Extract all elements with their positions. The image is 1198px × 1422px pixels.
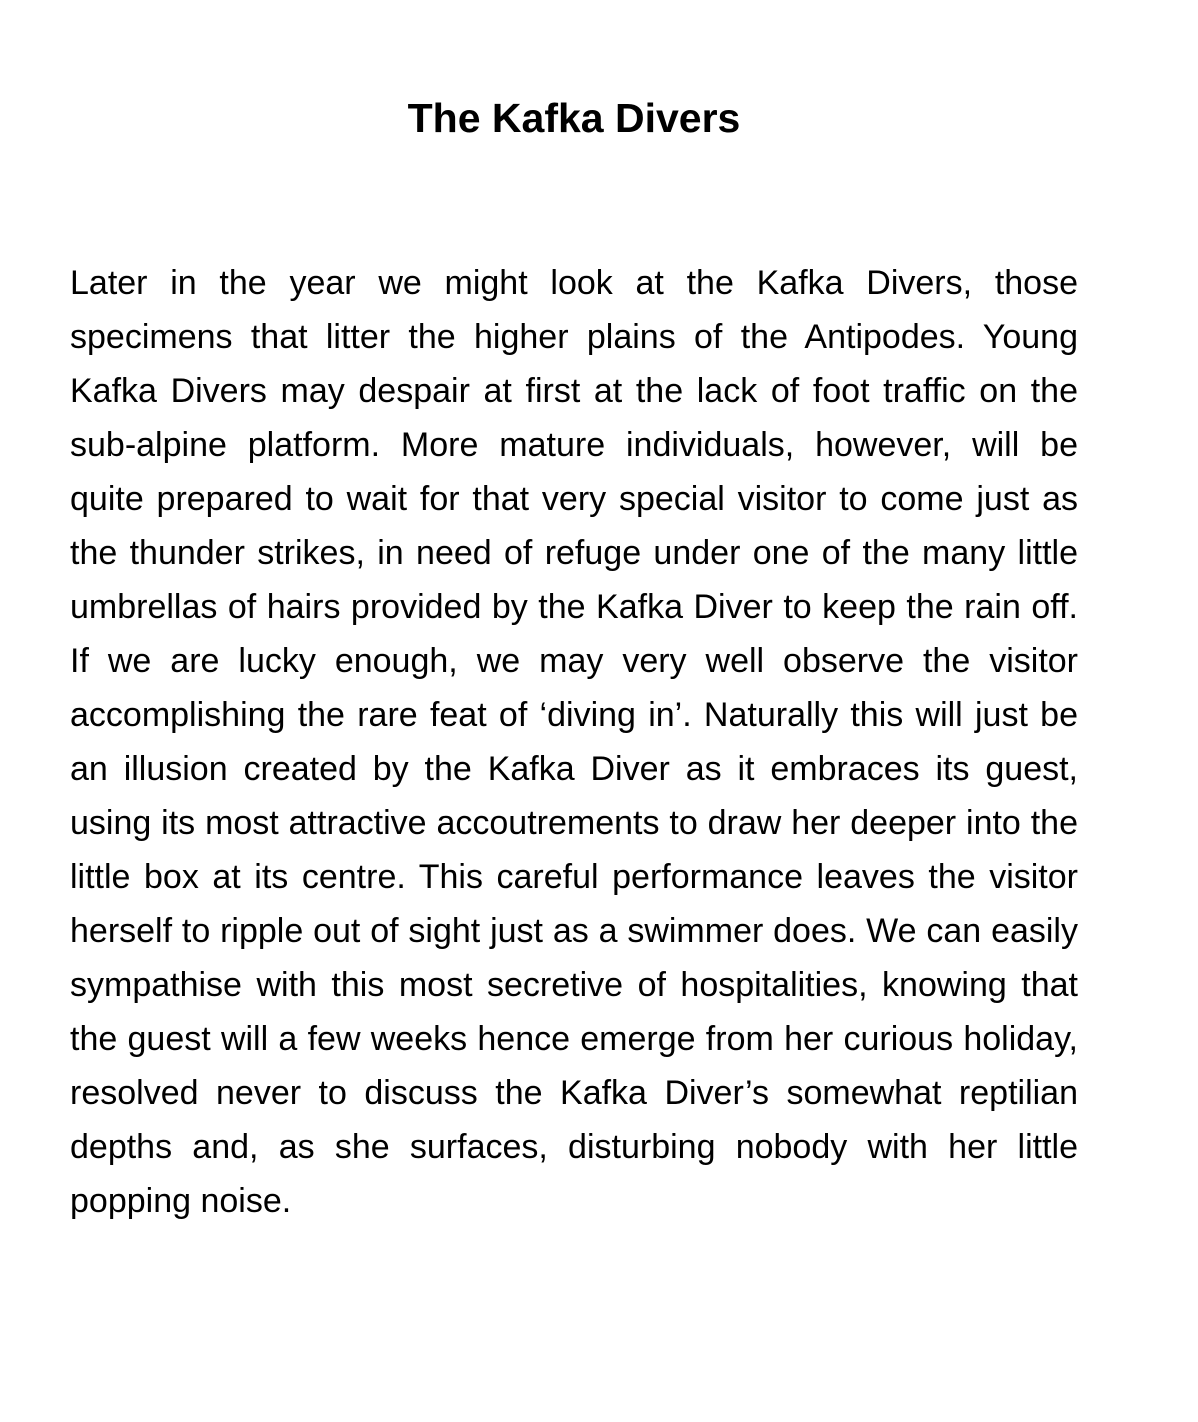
page-title: The Kafka Divers	[407, 95, 741, 141]
body-paragraph: Later in the year we might look at the Kafka Divers, those specimens that litter the higher plains of the Antipodes. Young Kafka Divers may despair at first at the lack of foot traffic on the sub-alpine platform. More mature individuals, however, will be quite prepared to wait for that very special visitor to come just as the thunder strikes, in need of refuge under one of the many little umbrellas of hairs provided by the Kafka Diver to keep the rain off. If we are lucky enough, we may very well observe the visitor accomplishing the rare feat of ‘diving in’. Naturally this will just be an illusion created by the Kafka Diver as it embraces its guest, using its most attractive accoutrements to draw her deeper into the little box at its centre. This careful performance leaves the visitor herself to ripple out of sight just as a swimmer does. We can easily sympathise with this most secretive of hospitalities, knowing that the guest will a few weeks hence emerge from her curious holiday, resolved never to discuss the Kafka Diver’s somewhat reptilian depths and, as she surfaces, disturbing nobody with her little popping noise.	[70, 264, 1078, 1220]
